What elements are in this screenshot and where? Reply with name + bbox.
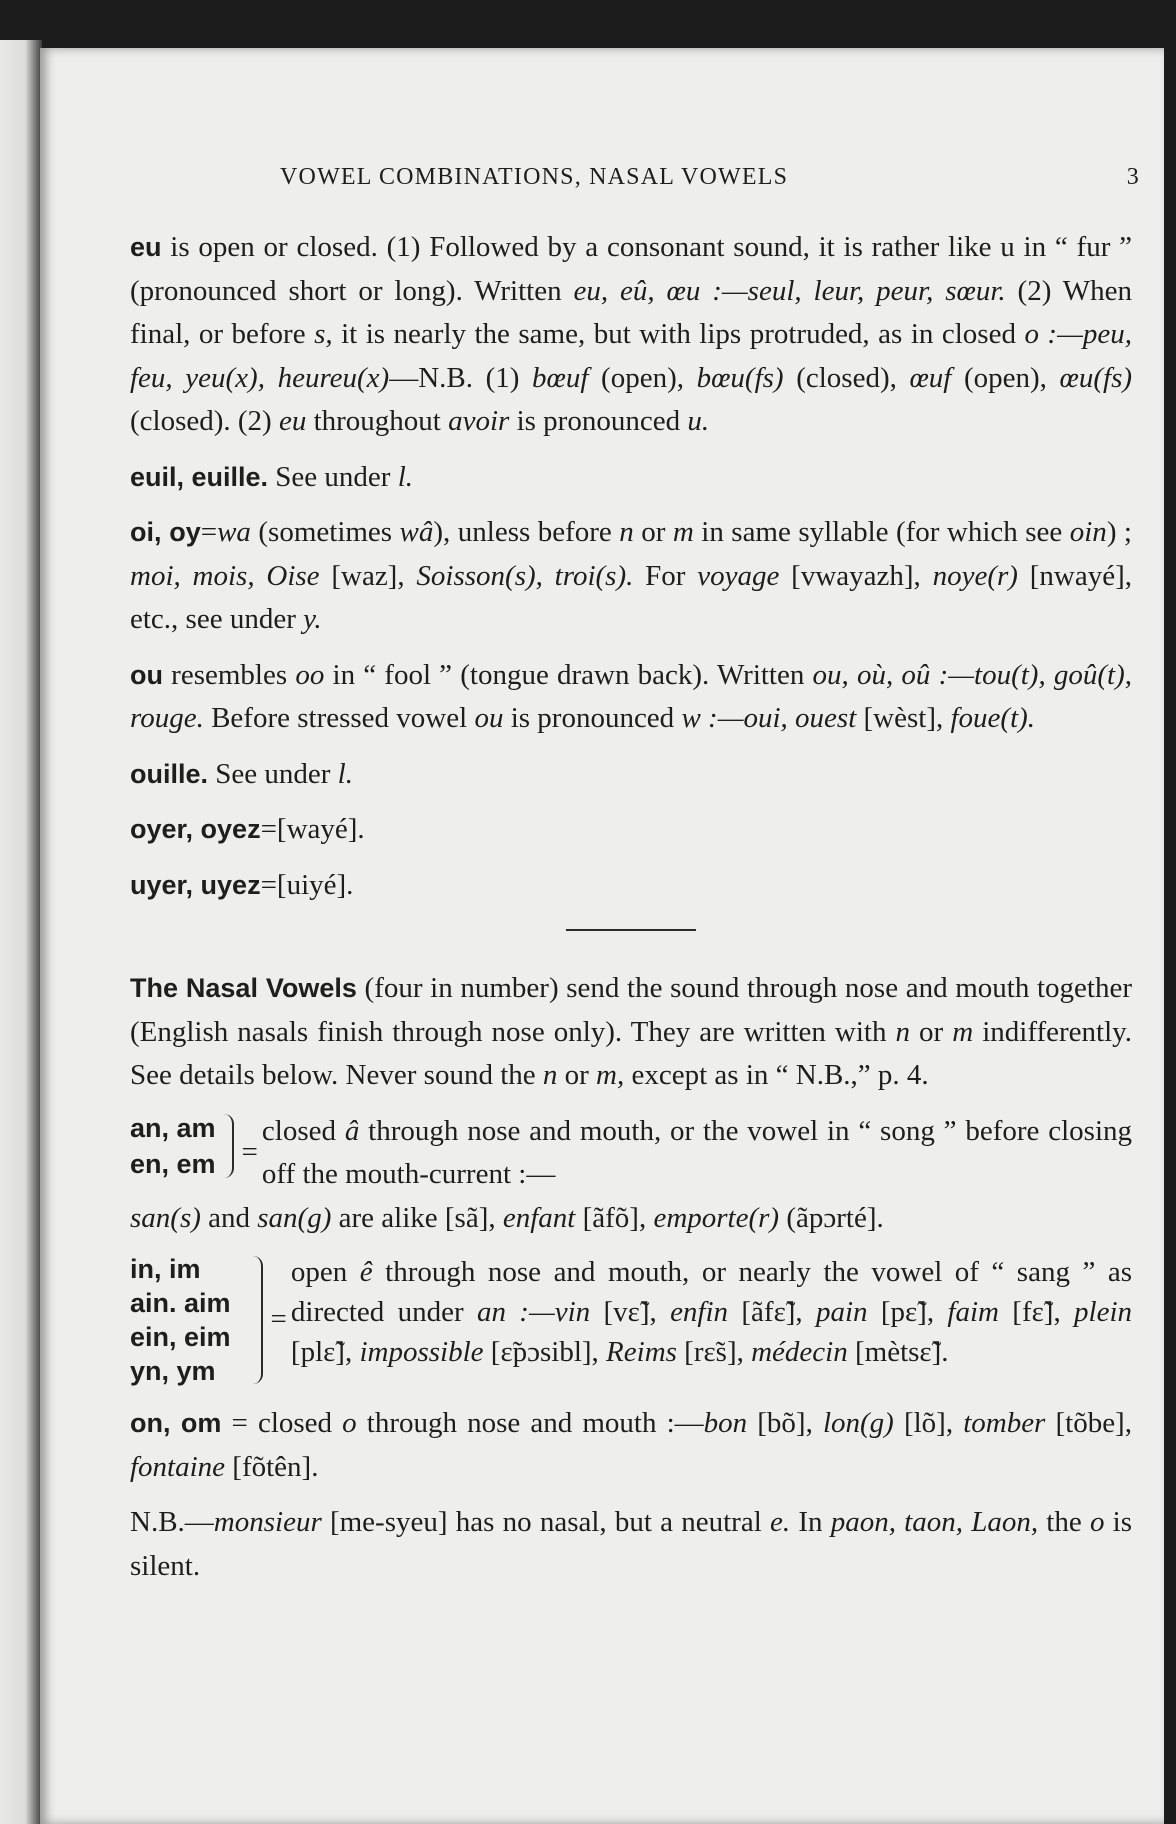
example: o bbox=[342, 1407, 357, 1439]
text: it is nearly the same, but with lips protruded, as in closed bbox=[332, 318, 1025, 350]
text: [pɛ̃], bbox=[867, 1296, 948, 1328]
text: ) ; bbox=[1106, 516, 1132, 548]
example: pain bbox=[815, 1296, 868, 1328]
equals-sign: = bbox=[270, 1303, 287, 1336]
brace bbox=[251, 1256, 263, 1384]
text: (four in number) send the sound through nose and mouth together (English nasals finish through nose only). They are written with bbox=[130, 972, 1133, 1048]
running-header bbox=[240, 108, 1140, 190]
example: voyage bbox=[697, 559, 780, 592]
example: m bbox=[672, 516, 694, 548]
example: avoir bbox=[448, 405, 510, 437]
entry-ou bbox=[130, 654, 1132, 741]
entry-in bbox=[130, 1252, 1132, 1388]
headword: ain. aim bbox=[130, 1288, 231, 1318]
example: s, bbox=[314, 318, 333, 350]
example: n bbox=[542, 1059, 558, 1091]
text: [rɛ̃s], bbox=[676, 1336, 752, 1368]
text: (open), bbox=[951, 361, 1060, 394]
example: san(s) bbox=[130, 1201, 201, 1234]
example: faim bbox=[947, 1296, 999, 1328]
text: = bbox=[200, 516, 218, 548]
entry-eu bbox=[130, 226, 1132, 444]
brace bbox=[222, 1114, 234, 1178]
example: wa bbox=[217, 516, 251, 548]
text: In bbox=[790, 1506, 831, 1538]
text: [wèst], bbox=[856, 702, 951, 734]
headword: an, am bbox=[130, 1112, 216, 1143]
headword-brace-group bbox=[130, 1252, 267, 1388]
text: or bbox=[910, 1015, 953, 1048]
headword: eu bbox=[130, 232, 162, 262]
example: enfin bbox=[670, 1296, 729, 1328]
example: l. bbox=[397, 460, 414, 493]
example: an :—vin bbox=[476, 1296, 591, 1328]
text: is silent. bbox=[130, 1506, 1133, 1582]
headword: ein, eim bbox=[130, 1322, 231, 1352]
example: moi, mois, Oise bbox=[130, 559, 320, 592]
entry-uyer bbox=[130, 864, 1132, 908]
text: resembles bbox=[163, 658, 296, 691]
text: (closed), bbox=[783, 361, 910, 394]
example: eu, eû, œu :—seul, leur, peur, sœur. bbox=[573, 274, 1006, 307]
example: eu bbox=[278, 405, 307, 437]
text: [lõ], bbox=[893, 1407, 964, 1439]
example: n bbox=[619, 516, 634, 548]
headword: oyer, oyez bbox=[130, 814, 261, 844]
headword: ou bbox=[130, 659, 163, 690]
example: monsieur bbox=[213, 1506, 322, 1538]
text: open bbox=[290, 1256, 360, 1288]
example: y. bbox=[303, 603, 322, 635]
text: (open), bbox=[588, 361, 697, 394]
example: impossible bbox=[359, 1336, 484, 1368]
entry-euil bbox=[130, 456, 1132, 500]
example: bœuf bbox=[532, 361, 589, 394]
text: —N.B. (1) bbox=[389, 361, 533, 394]
example: ou bbox=[474, 702, 504, 734]
headword: euil, euille. bbox=[130, 461, 269, 492]
example: plein bbox=[1074, 1296, 1133, 1328]
example: san(g) bbox=[257, 1201, 332, 1234]
headword: en, em bbox=[130, 1148, 216, 1179]
example: foue(t). bbox=[950, 702, 1036, 734]
text: in “ fool ” (tongue drawn back). Written bbox=[324, 658, 813, 691]
text: [fõtên]. bbox=[225, 1450, 319, 1483]
text: throughout bbox=[306, 405, 449, 437]
example: bon bbox=[703, 1407, 748, 1439]
example: médecin bbox=[751, 1336, 848, 1368]
example: w :—oui, ouest bbox=[681, 702, 857, 734]
text: through nose and mouth, or the vowel in “ song ” before closing off the mouth-current :— bbox=[261, 1114, 1133, 1190]
text: [ɛ̃pɔsibl], bbox=[483, 1336, 607, 1368]
text: through nose and mouth, or nearly the vowel of “ sang ” as directed under bbox=[290, 1256, 1132, 1328]
book-page bbox=[40, 48, 1164, 1824]
text: [tõbe], bbox=[1045, 1407, 1132, 1439]
text: [vɛ̃], bbox=[590, 1296, 671, 1328]
headword-list bbox=[130, 1110, 216, 1182]
equals-sign: = bbox=[241, 1136, 258, 1169]
headword: on, om bbox=[130, 1408, 222, 1438]
text: and bbox=[200, 1201, 258, 1234]
definition bbox=[291, 1252, 1132, 1372]
example: m bbox=[952, 1015, 974, 1048]
page-number: 3 bbox=[1126, 164, 1140, 190]
text: =[uiyé]. bbox=[260, 868, 354, 901]
headword: oi, oy bbox=[130, 517, 201, 547]
example: Reims bbox=[606, 1336, 677, 1368]
text: the bbox=[1038, 1506, 1090, 1538]
text: [nwayé], etc., see under bbox=[130, 559, 1132, 635]
text: [bõ], bbox=[747, 1407, 823, 1439]
headword-list bbox=[130, 1252, 231, 1388]
entry-oyer bbox=[130, 808, 1132, 852]
text: is pronounced bbox=[509, 405, 688, 437]
example: ê bbox=[359, 1256, 373, 1288]
example: oo bbox=[295, 658, 325, 691]
example: noye(r) bbox=[932, 559, 1018, 592]
text: [mètsɛ̃]. bbox=[847, 1336, 949, 1368]
example: enfant bbox=[502, 1201, 576, 1234]
text: [fɛ̃], bbox=[998, 1296, 1075, 1328]
text: are alike [sã], bbox=[331, 1201, 503, 1234]
running-title: VOWEL COMBINATIONS, NASAL VOWELS bbox=[280, 164, 789, 190]
text: [vwayazh], bbox=[779, 559, 933, 592]
headword: in, im bbox=[130, 1254, 201, 1284]
text: See under bbox=[268, 460, 398, 493]
text: [plɛ̃], bbox=[290, 1336, 360, 1368]
entry-an bbox=[130, 1110, 1132, 1241]
example: paon, taon, Laon, bbox=[830, 1506, 1039, 1538]
text: [me-syeu] has no nasal, but a neutral bbox=[321, 1506, 770, 1538]
headword: ouille. bbox=[130, 758, 209, 789]
text: [ãfõ], bbox=[575, 1201, 654, 1234]
nasal-intro bbox=[130, 967, 1132, 1098]
example: e. bbox=[769, 1506, 791, 1538]
text: (sometimes bbox=[250, 516, 400, 548]
section-divider bbox=[566, 929, 696, 931]
example: u. bbox=[687, 405, 710, 437]
example: m, bbox=[596, 1059, 625, 1091]
example: tomber bbox=[963, 1407, 1046, 1439]
example: â bbox=[344, 1114, 360, 1147]
note-nb bbox=[130, 1501, 1132, 1588]
headword-brace-group bbox=[130, 1110, 238, 1182]
text: (ãpɔrté]. bbox=[779, 1201, 884, 1234]
section-heading: The Nasal Vowels bbox=[130, 973, 357, 1003]
example: n bbox=[895, 1015, 910, 1048]
example: Soisson(s), troi(s). bbox=[416, 559, 634, 592]
an-group bbox=[130, 1110, 1132, 1197]
text: N.B.— bbox=[130, 1506, 214, 1538]
definition-continued bbox=[130, 1197, 1132, 1241]
example: ou, où, oû :—tou(t), goû(t), rouge. bbox=[130, 658, 1133, 734]
page-body bbox=[130, 226, 1132, 1600]
example: bœu(fs) bbox=[696, 361, 784, 394]
example: œuf bbox=[909, 361, 952, 394]
entry-ouille bbox=[130, 753, 1132, 797]
page-content bbox=[130, 108, 1140, 1582]
text: or bbox=[633, 516, 673, 548]
text: indifferently. See details below. Never sound the bbox=[130, 1015, 1132, 1091]
text: is open or closed. (1) Followed by a consonant sound, it is rather like u in “ fur ” (pronounced short or long). Written bbox=[130, 231, 1132, 307]
example: o :—peu, feu, yeu(x), heureu(x) bbox=[130, 318, 1132, 394]
definition bbox=[262, 1110, 1132, 1197]
text: [waz], bbox=[319, 559, 417, 592]
text: [ãfɛ̃], bbox=[728, 1296, 816, 1328]
headword: yn, ym bbox=[130, 1356, 216, 1386]
headword: uyer, uyez bbox=[130, 869, 261, 900]
example: lon(g) bbox=[822, 1407, 894, 1439]
text: is pronounced bbox=[503, 702, 682, 734]
text: Before stressed vowel bbox=[203, 702, 475, 734]
example: fontaine bbox=[130, 1450, 226, 1483]
text: (2) When final, or before bbox=[130, 274, 1132, 350]
text: = closed bbox=[221, 1407, 343, 1439]
example: emporte(r) bbox=[653, 1201, 780, 1234]
text: through nose and mouth :— bbox=[356, 1407, 704, 1439]
text: ), unless before bbox=[433, 516, 620, 548]
example: wâ bbox=[399, 516, 434, 548]
example: l. bbox=[337, 757, 353, 790]
entry-oi bbox=[130, 511, 1132, 642]
example: o bbox=[1089, 1506, 1105, 1538]
example: œu(fs) bbox=[1059, 361, 1133, 394]
text: =[wayé]. bbox=[260, 813, 365, 845]
text: in same syllable (for which see bbox=[693, 516, 1070, 548]
text: (closed). (2) bbox=[130, 405, 279, 437]
text: For bbox=[633, 559, 698, 592]
adjacent-page-edge bbox=[0, 40, 42, 1824]
text: except as in “ N.B.,” p. 4. bbox=[624, 1059, 929, 1091]
example: oin bbox=[1069, 516, 1107, 548]
entry-on bbox=[130, 1402, 1132, 1489]
text: closed bbox=[261, 1114, 345, 1147]
text: or bbox=[557, 1059, 597, 1091]
text: See under bbox=[208, 757, 338, 790]
